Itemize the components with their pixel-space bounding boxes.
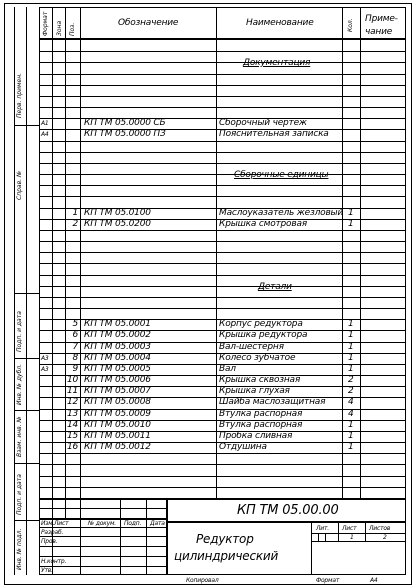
section-docs: Документация <box>243 58 311 68</box>
row-line <box>39 308 406 309</box>
section-parts: Детали <box>258 282 292 292</box>
row-qty: 1 <box>348 319 354 329</box>
row-line <box>39 230 406 231</box>
row-line <box>39 453 406 454</box>
side-label-podp-data: Подп. и дата <box>16 311 23 352</box>
row-name: Вал-шестерня <box>219 342 284 352</box>
row-designation: КП ТМ 05.0003 <box>84 342 151 352</box>
side-label-sprav: Справ. № <box>16 170 23 200</box>
tb-nkontr: Н.контр. <box>41 558 67 565</box>
row-line <box>39 141 406 142</box>
row-format: А4 <box>41 131 49 138</box>
row-designation: КП ТМ 05.0011 <box>84 431 151 441</box>
row-line <box>39 487 406 488</box>
row-line <box>39 107 406 108</box>
row-pos: 1 <box>72 208 78 218</box>
tb-listov: Листов <box>369 525 391 532</box>
side-label-podp-data-2: Подп. и дата <box>16 474 23 515</box>
row-designation: КП ТМ 05.0007 <box>84 386 151 396</box>
tb-utv: Утв. <box>41 567 53 574</box>
row-pos: 14 <box>66 420 78 430</box>
row-pos: 10 <box>66 375 78 385</box>
row-designation: КП ТМ 05.0006 <box>84 375 151 385</box>
row-line <box>39 464 406 465</box>
tb-list: Лист <box>54 520 69 527</box>
tb-prov: Пров. <box>41 538 58 545</box>
row-name: Маслоуказатель жезловый <box>219 208 344 218</box>
row-designation: КП ТМ 05.0001 <box>84 319 151 329</box>
row-pos: 15 <box>66 431 78 441</box>
row-name: Пробка сливная <box>219 431 293 441</box>
side-label-perv-primen: Перв. примен. <box>16 72 23 118</box>
row-qty: 1 <box>348 342 354 352</box>
row-pos: 16 <box>66 442 78 452</box>
side-label-inv-podl: Инв. № подл. <box>16 528 23 570</box>
row-name: Крышка глухая <box>219 386 290 396</box>
row-line <box>39 196 406 197</box>
row-line <box>39 286 406 287</box>
row-name: Крышка редуктора <box>219 330 308 340</box>
tb-izm: Изм. <box>41 520 55 527</box>
row-line <box>39 174 406 175</box>
header-note: Приме- чание <box>365 14 398 37</box>
row-pos: 13 <box>66 409 78 419</box>
tb-listov-val: 2 <box>383 534 387 541</box>
doc-code: КП ТМ 05.00.00 <box>237 503 339 518</box>
side-label-vzam-inv: Взам. инв. № <box>16 416 23 457</box>
row-qty: 4 <box>348 397 354 407</box>
row-designation: КП ТМ 05.0002 <box>84 330 151 340</box>
row-line <box>39 163 406 164</box>
row-qty: 2 <box>348 375 354 385</box>
row-qty: 1 <box>348 208 354 218</box>
row-pos: 8 <box>72 353 78 363</box>
row-designation: КП ТМ 05.0100 <box>84 208 151 218</box>
row-line <box>39 252 406 253</box>
row-line <box>39 96 406 97</box>
tb-list-val: 1 <box>350 534 354 541</box>
row-line <box>39 241 406 242</box>
row-qty: 1 <box>348 330 354 340</box>
footer-format: Формат <box>316 577 340 584</box>
row-qty: 1 <box>348 431 354 441</box>
row-pos: 11 <box>66 386 78 396</box>
row-designation: КП ТМ 05.0008 <box>84 397 151 407</box>
header-format: Формат <box>42 11 49 36</box>
row-pos: 5 <box>72 319 78 329</box>
row-name: Колесо зубчатое <box>219 353 296 363</box>
tb-list-h: Лист <box>342 525 357 532</box>
title-line2: цилиндрический <box>174 549 279 563</box>
row-designation: КП ТМ 05.0012 <box>84 442 151 452</box>
row-designation: КП ТМ 05.0000 ПЗ <box>84 129 166 139</box>
row-line <box>39 275 406 276</box>
tb-ndokum: № докум. <box>88 520 116 527</box>
row-name: Отдушина <box>219 442 267 452</box>
tb-data: Дата <box>150 520 165 527</box>
tb-lit: Лит. <box>316 525 330 532</box>
header-qty: Кол. <box>347 18 354 32</box>
row-designation: КП ТМ 05.0009 <box>84 409 151 419</box>
row-format: А3 <box>41 366 49 373</box>
row-line <box>39 74 406 75</box>
row-pos: 6 <box>72 330 78 340</box>
row-name: Крышка сквозная <box>219 375 301 385</box>
row-line <box>39 62 406 63</box>
row-name: Вал <box>219 364 236 374</box>
tb-razrab: Разраб. <box>41 529 64 536</box>
header-designation: Обозначение <box>118 18 179 28</box>
row-designation: КП ТМ 05.0010 <box>84 420 151 430</box>
row-line <box>39 152 406 153</box>
row-line <box>39 185 406 186</box>
footer-format-val: А4 <box>370 577 378 584</box>
row-pos: 2 <box>72 219 78 229</box>
row-line <box>39 85 406 86</box>
row-pos: 7 <box>72 342 78 352</box>
footer-copied: Копировал <box>186 577 219 584</box>
row-name: Сборочный чертеж <box>219 118 307 128</box>
row-qty: 1 <box>348 364 354 374</box>
row-designation: КП ТМ 05.0000 СБ <box>84 118 166 128</box>
row-designation: КП ТМ 05.0004 <box>84 353 151 363</box>
row-line <box>39 263 406 264</box>
row-name: Крышка смотровая <box>219 219 307 229</box>
row-format: А1 <box>41 120 49 127</box>
header-name: Наименование <box>246 18 314 28</box>
section-assemblies: Сборочные единицы <box>234 170 329 180</box>
row-pos: 9 <box>72 364 78 374</box>
row-name: Пояснительная записка <box>219 129 329 139</box>
side-label-inv-dubl: Инв. № дубл. <box>16 363 23 405</box>
row-qty: 2 <box>348 386 354 396</box>
row-name: Втулка распорная <box>219 420 303 430</box>
row-name: Шайба маслозащитная <box>219 397 326 407</box>
row-name: Корпус редуктора <box>219 319 303 329</box>
header-pos: Поз. <box>69 22 76 36</box>
row-pos: 12 <box>66 397 78 407</box>
row-designation: КП ТМ 05.0005 <box>84 364 151 374</box>
row-qty: 1 <box>348 420 354 430</box>
row-line <box>39 51 406 52</box>
row-name: Втулка распорная <box>219 409 303 419</box>
row-line <box>39 297 406 298</box>
title-line1: Редуктор <box>196 532 254 546</box>
row-format: А3 <box>41 355 49 362</box>
row-qty: 1 <box>348 219 354 229</box>
tb-podp: Подп. <box>124 520 142 527</box>
row-qty: 4 <box>348 409 354 419</box>
row-line <box>39 476 406 477</box>
header-zone: Зона <box>56 20 63 36</box>
row-qty: 1 <box>348 442 354 452</box>
row-designation: КП ТМ 05.0200 <box>84 219 151 229</box>
row-qty: 1 <box>348 353 354 363</box>
